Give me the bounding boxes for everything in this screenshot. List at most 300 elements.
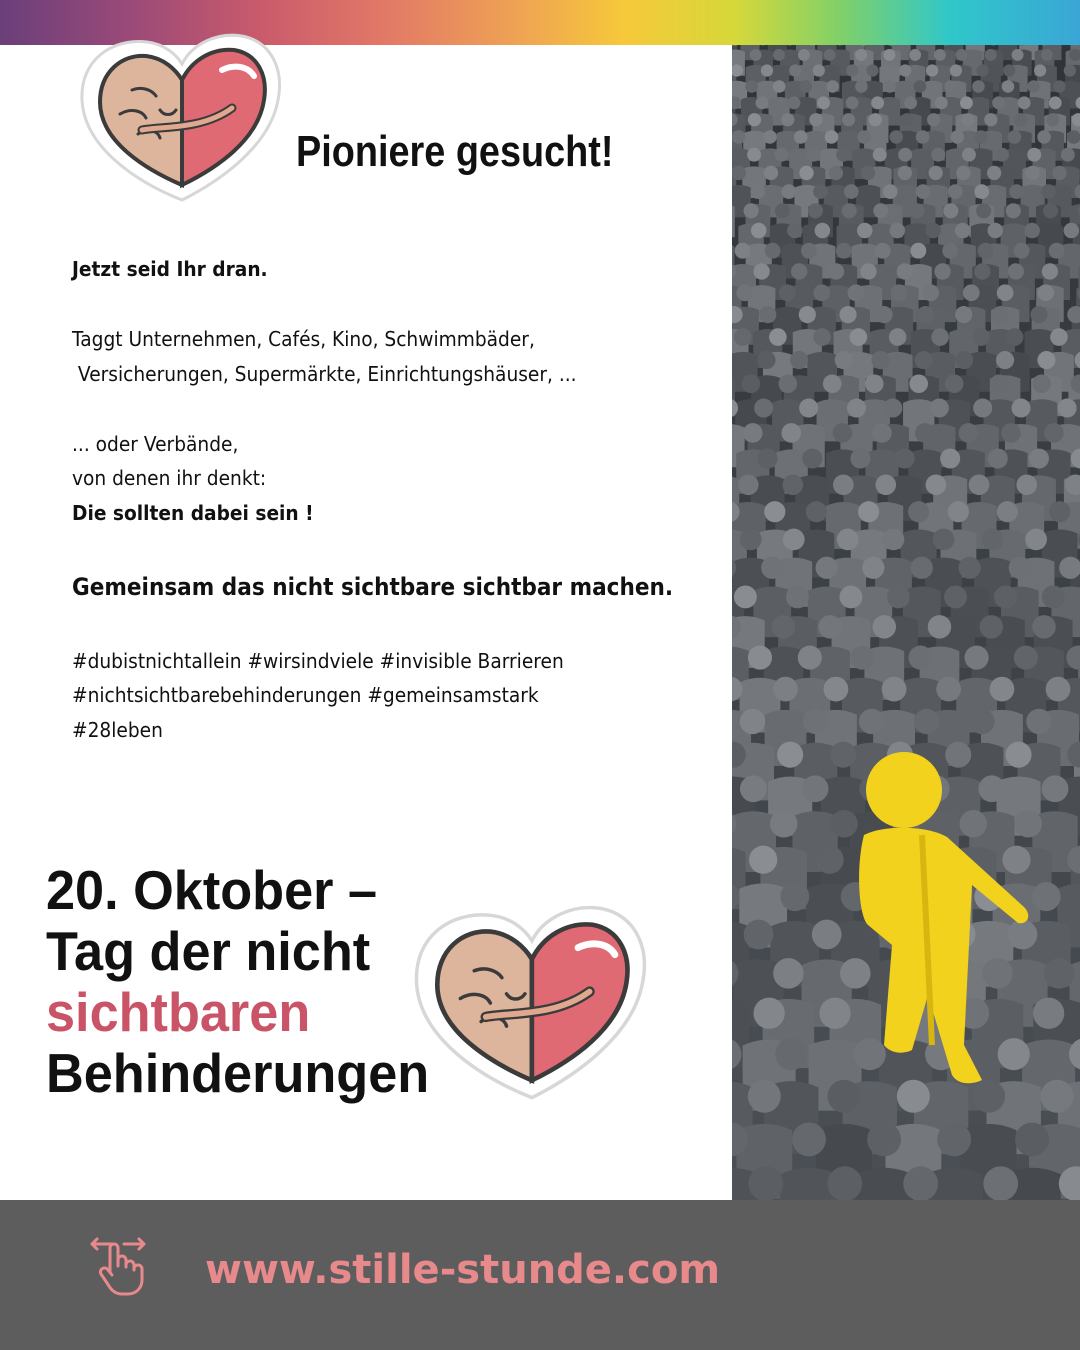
crowd-figure-head [883, 80, 896, 93]
crowd-figure-head [836, 243, 852, 259]
crowd-figure-head [813, 184, 828, 199]
brain-heart-logo-icon [405, 900, 653, 1105]
crowd-figure-head [992, 306, 1009, 323]
crowd-figure-head [887, 585, 910, 608]
crowd-figure-head [883, 529, 905, 551]
crowd-figure-head [734, 328, 752, 346]
crowd-figure-head [833, 474, 854, 495]
crowd-figure-head [1042, 775, 1069, 802]
crowd-figure-head [847, 398, 866, 417]
crowd-figure-head [829, 166, 843, 180]
crowd-figure-head [1009, 184, 1024, 199]
crowd-figure-head [925, 223, 940, 238]
crowd-figure-head [1042, 585, 1065, 608]
crowd-figure-head [1001, 423, 1021, 443]
crowd-figure-head [827, 1166, 862, 1200]
crowd-figure-head [927, 113, 940, 126]
crowd-figure-head [1002, 80, 1015, 93]
crowd-figure-head [997, 501, 1018, 522]
crowd-figure-head [997, 284, 1014, 301]
crowd-figure-head [748, 1080, 781, 1113]
crowd-figure-head [850, 448, 870, 468]
crowd-figure-head [830, 742, 856, 768]
crowd-figure-head [1018, 96, 1031, 109]
crowd-figure-head [942, 243, 958, 259]
swipe-hand-icon [86, 1234, 150, 1298]
crowd-figure-head [813, 64, 825, 76]
crowd-figure-head [764, 166, 778, 180]
crowd-figure-head [738, 474, 759, 495]
crowd-figure-head [817, 96, 830, 109]
crowd-figure-head [1042, 263, 1058, 279]
crowd-figure-head [1029, 448, 1049, 468]
crowd-figure-head [926, 64, 938, 76]
crowd-figure-head [1008, 920, 1038, 950]
crowd-figure-head [812, 920, 842, 950]
crowd-figure-head [787, 223, 802, 238]
crowd-figure-head [873, 615, 896, 638]
crowd-figure-head [850, 646, 874, 670]
crowd-figure-head [1058, 398, 1077, 417]
crowd-figure-head [782, 184, 797, 199]
crowd-figure-head [898, 148, 912, 162]
crowd-figure-head [750, 49, 762, 61]
crowd-figure-head [753, 263, 769, 279]
crowd-figure-head [807, 148, 821, 162]
crowd-figure-head [813, 284, 830, 301]
crowd-figure-head [1027, 148, 1041, 162]
crowd-figure-head [1049, 243, 1065, 259]
hashtags-line-2: #nichtsichtbarebehinderungen #gemeinsamstark [72, 683, 539, 707]
crowd-figure-head [800, 80, 813, 93]
crowd-figure-head [936, 677, 961, 702]
crowd-figure-head [839, 585, 862, 608]
crowd-figure-head [1027, 80, 1040, 93]
crowd-figure-head [945, 742, 971, 768]
crowd-figure-head [872, 423, 892, 443]
crowd-figure-head [869, 113, 882, 126]
assoc-text-line-3: Die sollten dabei sein ! [72, 501, 314, 525]
crowd-figure-head [1044, 958, 1075, 989]
crowd-figure-head [1015, 1122, 1049, 1156]
crowd-figure-head [873, 148, 887, 162]
crowd-figure-head [840, 958, 871, 989]
crowd-figure-head [909, 49, 921, 61]
tag-text-line-2: Versicherungen, Supermärkte, Einrichtungshäuser, ... [72, 362, 577, 386]
crowd-figure-head [850, 328, 868, 346]
crowd-figure-head [1032, 374, 1051, 393]
crowd-figure-head [931, 328, 949, 346]
crowd-figure-head [854, 1038, 886, 1070]
assoc-text-line-2: von denen ihr denkt: [72, 466, 267, 490]
crowd-figure-head [889, 328, 907, 346]
crowd-figure-head [799, 166, 813, 180]
crowd-figure-head [915, 423, 935, 443]
crowd-figure-head [956, 166, 970, 180]
crowd-figure-head [754, 398, 773, 417]
crowd-figure-head [859, 709, 884, 734]
crowd-figure-head [969, 709, 994, 734]
crowd-figure-head [803, 709, 828, 734]
crowd-figure-head [950, 130, 964, 144]
crowd-figure-head [749, 846, 777, 874]
crowd-figure-head [972, 328, 990, 346]
crowd-figure-head [861, 166, 875, 180]
crowd-figure-head [798, 49, 810, 61]
crowd-figure-head [756, 96, 769, 109]
crowd-figure-head [732, 130, 745, 144]
crowd-figure-head [1052, 166, 1066, 180]
crowd-figure-head [875, 243, 891, 259]
crowd-figure-head [842, 113, 855, 126]
crowd-figure-head [858, 501, 879, 522]
crowd-figure-head [839, 306, 856, 323]
crowd-figure-head [742, 374, 761, 393]
crowd-figure-head [732, 166, 746, 180]
assoc-text-line-1: ... oder Verbände, [72, 432, 239, 456]
hashtags-line-3: #28leben [72, 718, 163, 742]
crowd-figure-head [969, 474, 990, 495]
crowd-figure-head [802, 775, 829, 802]
crowd-figure-head [972, 80, 985, 93]
crowd-figure-head [976, 203, 991, 218]
crowd-figure-head [1064, 223, 1079, 238]
crowd-figure-head [985, 49, 997, 61]
crowd-figure-head [1067, 130, 1080, 144]
crowd-figure-head [1033, 998, 1064, 1029]
crowd-figure-head [799, 398, 818, 417]
crowd-figure-head [813, 328, 831, 346]
crowd-figure-head [855, 80, 868, 93]
crowd-figure-head [770, 810, 797, 837]
crowd-figure-head [980, 615, 1003, 638]
crowd-figure-head [799, 306, 816, 323]
crowd-figure-head [883, 184, 898, 199]
crowd-figure-head [1002, 846, 1030, 874]
crowd-figure-head [744, 203, 759, 218]
crowd-figure-head [895, 448, 915, 468]
crowd-figure-head [1011, 398, 1030, 417]
crowd-figure-head [773, 677, 798, 702]
crowd-photo [732, 45, 1080, 1200]
crowd-figure-head [846, 64, 858, 76]
crowd-figure-head [748, 1166, 783, 1200]
crowd-figure-head [944, 585, 967, 608]
crowd-figure-head [955, 223, 970, 238]
crowd-figure-head [836, 148, 850, 162]
crowd-figure-head [904, 96, 917, 109]
crowd-figure-head [937, 1122, 971, 1156]
crowd-figure-head [945, 374, 964, 393]
crowd-figure-head [866, 64, 878, 76]
crowd-figure-head [830, 810, 857, 837]
crowd-figure-head [930, 398, 949, 417]
crowd-figure-head [744, 920, 774, 950]
crowd-figure-head [1041, 49, 1053, 61]
crowd-figure-head [1041, 184, 1056, 199]
crowd-figure-head [984, 113, 997, 126]
crowd-figure-head [743, 423, 763, 443]
crowd-figure-head [988, 448, 1008, 468]
crowd-figure-head [931, 148, 945, 162]
crowd-figure-head [748, 113, 761, 126]
crowd-figure-head [995, 148, 1009, 162]
crowd-figure-head [974, 184, 989, 199]
crowd-figure-head [1026, 709, 1051, 734]
crowd-figure-head [860, 263, 876, 279]
crowd-figure-head [809, 113, 822, 126]
crowd-figure-head [882, 677, 907, 702]
event-title-line-1: 20. Oktober – [46, 859, 378, 921]
crowd-figure-head [769, 328, 787, 346]
crowd-figure-head [883, 49, 895, 61]
crowd-figure-head [909, 646, 933, 670]
crowd-figure-head [1050, 328, 1068, 346]
tag-text-line-1: Taggt Unternehmen, Cafés, Kino, Schwimmbäder, [72, 327, 535, 351]
crowd-figure-head [1009, 557, 1031, 579]
crowd-figure-head [982, 958, 1013, 989]
crowd-figure-head [1046, 113, 1059, 126]
crowd-figure-head [873, 203, 888, 218]
crowd-figure-head [1037, 351, 1055, 369]
crowd-figure-head [1037, 284, 1054, 301]
crowd-figure-head [847, 284, 864, 301]
crowd-figure-head [890, 223, 905, 238]
crowd-figure-head [857, 130, 871, 144]
crowd-figure-head [1040, 1080, 1073, 1113]
crowd-figure-head [929, 166, 943, 180]
crowd-figure-head [837, 529, 859, 551]
crowd-figure-head [889, 130, 903, 144]
crowd-figure-head [1003, 64, 1015, 76]
footer-bar [0, 1200, 1080, 1350]
crowd-figure-head [777, 742, 803, 768]
crowd-figure-head [1046, 677, 1071, 702]
crowd-figure-head [827, 1080, 860, 1113]
crowd-figure-head [914, 709, 939, 734]
crowd-figure-head [757, 351, 775, 369]
crowd-figure-head [987, 166, 1001, 180]
crowd-figure-head [835, 351, 853, 369]
crowd-figure-head [1043, 203, 1058, 218]
crowd-figure-head [996, 351, 1014, 369]
crowd-figure-head [789, 64, 801, 76]
crowd-figure-head [1014, 646, 1038, 670]
crowd-figure-head [1026, 166, 1040, 180]
slogan-text: Gemeinsam das nicht sichtbare sichtbar machen. [72, 573, 674, 601]
crowd-figure-head [916, 130, 930, 144]
crowd-figure-head [1037, 130, 1051, 144]
crowd-figure-head [982, 529, 1004, 551]
crowd-figure-head [990, 374, 1009, 393]
crowd-figure-head [914, 80, 927, 93]
crowd-figure-head [897, 1080, 930, 1113]
crowd-figure-head [764, 501, 785, 522]
crowd-figure-head [862, 557, 884, 579]
crowd-figure-head [959, 423, 979, 443]
crowd-figure-head [865, 374, 884, 393]
crowd-figure-head [963, 284, 980, 301]
crowd-figure-head [934, 49, 946, 61]
crowd-figure-head [917, 306, 934, 323]
crowd-figure-head [740, 775, 767, 802]
crowd-figure-head [1053, 80, 1066, 93]
crowd-figure-head [922, 284, 939, 301]
crowd-figure-head [842, 203, 857, 218]
crowd-figure-head [1032, 882, 1061, 911]
crowd-figure-head [758, 448, 778, 468]
crowd-figure-head [962, 148, 976, 162]
crowd-figure-head [1008, 263, 1024, 279]
crowd-figure-head [833, 423, 853, 443]
crowd-figure-head [1049, 96, 1062, 109]
crowd-figure-head [1014, 113, 1027, 126]
crowd-figure-head [1030, 306, 1047, 323]
website-url-link[interactable]: www.stille-stunde.com [205, 1247, 720, 1293]
crowd-figure-head [751, 184, 766, 199]
crowd-figure-head [935, 96, 948, 109]
crowd-figure-head [791, 263, 807, 279]
crowd-figure-head [909, 374, 928, 393]
crowd-figure-head [790, 351, 808, 369]
crowd-figure-head [965, 646, 989, 670]
crowd-figure-head [940, 448, 960, 468]
crowd-figure-head [908, 501, 929, 522]
crowd-figure-head [899, 64, 911, 76]
crowd-figure-head [740, 529, 762, 551]
crowd-figure-head [988, 223, 1003, 238]
crowd-figure-head [736, 284, 753, 301]
crowd-figure-head [819, 998, 850, 1029]
crowd-figure-head [801, 243, 817, 259]
crowd-figure-head [783, 474, 804, 495]
crowd-figure-head [802, 448, 822, 468]
crowd-figure-head [915, 351, 933, 369]
crowd-figure-head [761, 557, 783, 579]
crowd-figure-head [875, 474, 896, 495]
crowd-figure-head [823, 374, 842, 393]
crowd-figure-head [1006, 742, 1032, 768]
crowd-figure-head [928, 615, 951, 638]
crowd-figure-head [871, 351, 889, 369]
crowd-figure-head [1064, 64, 1076, 76]
crowd-figure-head [959, 557, 981, 579]
crowd-figure-head [910, 203, 925, 218]
crowd-figure-head [775, 203, 790, 218]
crowd-figure-head [753, 998, 784, 1029]
crowd-figure-head [1024, 223, 1039, 238]
intro-text: Jetzt seid Ihr dran. [72, 257, 268, 281]
crowd-figure-head [772, 615, 795, 638]
crowd-figure-head [745, 80, 758, 93]
event-title-line-2: Tag der nicht [46, 920, 371, 982]
crowd-figure-head [779, 374, 798, 393]
crowd-figure-head [1049, 501, 1070, 522]
crowd-figure-head [1014, 243, 1030, 259]
crowd-figure-head [747, 148, 761, 162]
crowd-figure-head [748, 646, 772, 670]
crowd-figure-head [897, 263, 913, 279]
crowd-figure-head [1061, 148, 1075, 162]
crowd-figure-head [816, 557, 838, 579]
crowd-figure-head [983, 1166, 1018, 1200]
crowd-figure-head [948, 184, 963, 199]
crowd-figure-head [855, 49, 867, 61]
crowd-figure-head [871, 96, 884, 109]
crowd-figure-head [955, 306, 972, 323]
crowd-figure-head [844, 184, 859, 199]
crowd-figure-head [950, 64, 962, 76]
crowd-figure-head [1032, 615, 1055, 638]
crowd-figure-head [846, 96, 859, 109]
crowd-figure-head [961, 113, 974, 126]
crowd-figure-head [826, 80, 839, 93]
crowd-figure-head [1015, 810, 1042, 837]
crowd-figure-head [956, 49, 968, 61]
event-title-line-4: Behinderungen [46, 1042, 430, 1104]
crowd-figure-head [1008, 130, 1022, 144]
crowd-figure-head [916, 184, 931, 199]
crowd-figure-head [1025, 529, 1047, 551]
crowd-figure-head [798, 646, 822, 670]
crowd-figure-head [972, 1080, 1005, 1113]
crowd-figure-head [994, 585, 1017, 608]
crowd-figure-head [926, 474, 947, 495]
crowd-figure-head [948, 501, 969, 522]
page-headline: Pioniere gesucht! [296, 127, 614, 176]
crowd-figure-head [763, 130, 777, 144]
crowd-figure-head [977, 64, 989, 76]
brain-heart-logo-icon [72, 30, 287, 205]
crowd-figure-head [773, 49, 785, 61]
crowd-figure-head [781, 113, 794, 126]
crowd-figure-head [898, 166, 912, 180]
crowd-figure-head [959, 810, 986, 837]
crowd-figure-head [960, 96, 973, 109]
crowd-figure-head [974, 263, 990, 279]
event-title-line-3: sichtbaren [46, 981, 311, 1043]
crowd-figure-head [775, 148, 789, 162]
crowd-figure-head [867, 1122, 901, 1156]
crowd-figure-head [792, 1122, 826, 1156]
crowd-figure-head [943, 203, 958, 218]
crowd-figure-head [761, 64, 773, 76]
crowd-figure-head [815, 223, 830, 238]
crowd-figure-head [876, 306, 893, 323]
crowd-figure-head [1006, 203, 1021, 218]
crowd-figure-head [974, 130, 988, 144]
crowd-figure-head [818, 615, 841, 638]
crowd-figure-head [933, 529, 955, 551]
crowd-figure-head [1012, 49, 1024, 61]
crowd-figure-head [903, 1166, 938, 1200]
crowd-figure-head [891, 284, 908, 301]
crowd-figure-head [751, 223, 766, 238]
crowd-figure-head [973, 398, 992, 417]
crowd-figure-head [1006, 328, 1024, 346]
crowd-figure-head [883, 398, 902, 417]
crowd-figure-head [857, 223, 872, 238]
crowd-figure-head [759, 306, 776, 323]
crowd-figure-head [944, 80, 957, 93]
crowd-figure-head [828, 263, 844, 279]
crowd-figure-head [735, 243, 751, 259]
crowd-figure-head [773, 958, 804, 989]
crowd-figure-head [765, 243, 781, 259]
crowd-figure-head [806, 501, 827, 522]
crowd-figure-head [934, 263, 950, 279]
crowd-figure-head [978, 775, 1005, 802]
